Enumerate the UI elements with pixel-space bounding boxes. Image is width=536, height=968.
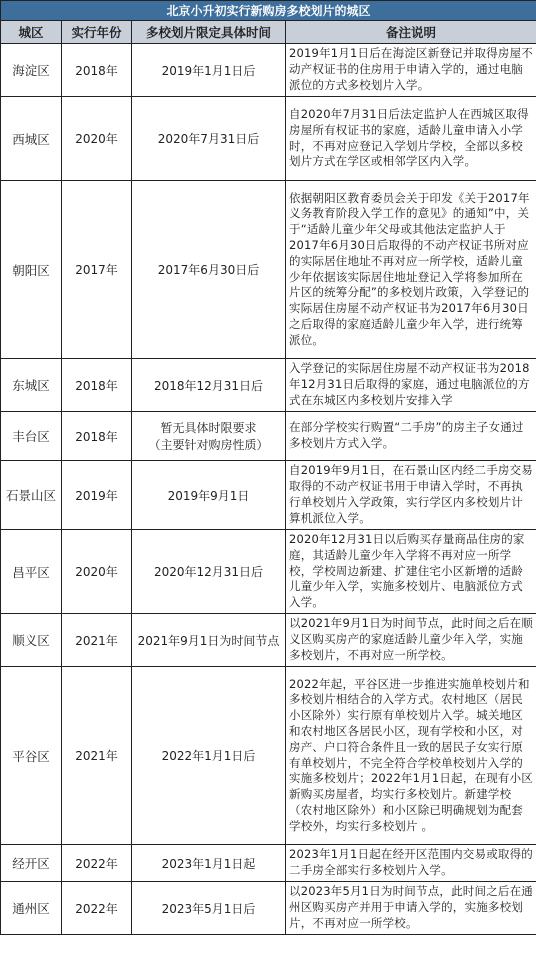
note-cell: 2022年起，平谷区进一步推进实施单校划片和多校划片相结合的入学方式。农村地区（居民小区除外）实行原有单校划片入学。城关地区和农村地区各居民小区，现有学校和小区，对房产、户口符合条件且一致的居民子女实行原有单校划片，不完全符合学校单校划片入学的实施多校划片；2022年1月1日起，在现有小区新购买房屋者，均实行多校划片。新建学校（农村地区除外）和小区除已明确规划为配套学校外，均实行多校划片 。: [286, 667, 536, 845]
note-cell: 在部分学校实行购置“二手房”的房主子女通过多校划片方式入学。: [286, 412, 536, 461]
district-cell: 石景山区: [1, 461, 62, 530]
table-row: [1, 614, 536, 667]
district-cell: 经开区: [1, 845, 62, 882]
district-cell: 通州区: [1, 882, 62, 935]
table-row: [1, 461, 536, 530]
year-cell: 2018年: [62, 44, 132, 97]
time-cell: 2023年1月1日起: [132, 845, 286, 882]
time-cell: 2018年12月31日后: [132, 359, 286, 412]
district-cell: 平谷区: [1, 667, 62, 845]
header-note: 备注说明: [286, 21, 536, 44]
year-cell: 2020年: [62, 530, 132, 614]
year-cell: 2022年: [62, 845, 132, 882]
time-cell: 2019年9月1日: [132, 461, 286, 530]
district-cell: 朝阳区: [1, 181, 62, 359]
district-cell: 海淀区: [1, 44, 62, 97]
district-cell: 顺义区: [1, 614, 62, 667]
district-cell: 西城区: [1, 97, 62, 181]
table-row: [1, 359, 536, 412]
note-cell: 2020年12月31日以后购买存量商品住房的家庭，其适龄儿童少年入学将不再对应一所学校，学校周边新建、扩建住宅小区新增的适龄儿童少年入学，实施多校划片、电脑派位方式入学。: [286, 530, 536, 614]
year-cell: 2020年: [62, 97, 132, 181]
time-cell: 2022年1月1日后: [132, 667, 286, 845]
table-row: [1, 882, 536, 935]
note-cell: 依据朝阳区教育委员会关于印发《关于2017年义务教育阶段入学工作的意见》的通知”中，关于“适龄儿童少年父母或其他法定监护人于2017年6月30日后取得的不动产权证书所对应的实际居住地址不再对应一所学校，适龄儿童少年依据该实际居住地址登记入学将参加所在片区的统筹分配”的多校划片政策，入学登记的实际居住房屋不动产权证书为2017年6月30日之后取得的家庭适龄儿童少年入学，进行统筹派位。: [286, 181, 536, 359]
time-cell: 2023年5月1日后: [132, 882, 286, 935]
year-cell: 2021年: [62, 667, 132, 845]
year-cell: 2019年: [62, 461, 132, 530]
time-cell: 2017年6月30日后: [132, 181, 286, 359]
time-cell: 2020年7月31日后: [132, 97, 286, 181]
note-cell: 入学登记的实际居住房屋不动产权证书为2018年12月31日后取得的家庭，通过电脑派位的方式在东城区内多校划片安排入学: [286, 359, 536, 412]
year-cell: 2018年: [62, 412, 132, 461]
header-time: 多校划片限定具体时间: [132, 21, 286, 44]
district-cell: 丰台区: [1, 412, 62, 461]
district-cell: 东城区: [1, 359, 62, 412]
table-row: [1, 181, 536, 359]
year-cell: 2017年: [62, 181, 132, 359]
table-row: [1, 845, 536, 882]
year-cell: 2021年: [62, 614, 132, 667]
time-cell: 2021年9月1日为时间节点: [132, 614, 286, 667]
time-cell: 2020年12月31日后: [132, 530, 286, 614]
table-row: [1, 667, 536, 845]
note-cell: 以2021年9月1日为时间节点，此时间之后在顺义区购买房产的家庭适龄儿童少年入学，实施多校划片，不再对应一所学校。: [286, 614, 536, 667]
table-row: [1, 530, 536, 614]
note-cell: 2023年1月1日起在经开区范围内交易或取得的二手房全部实行多校划片入学。: [286, 845, 536, 882]
table-row: [1, 97, 536, 181]
time-cell: 暂无具体时限要求 （主要针对购房性质）: [132, 412, 286, 461]
year-cell: 2022年: [62, 882, 132, 935]
note-cell: 以2023年5月1日为时间节点，此时间之后在通州区购买房产并用于申请入学的，实施多校划片，不再对应一所学校。: [286, 882, 536, 935]
district-cell: 昌平区: [1, 530, 62, 614]
time-cell: 2019年1月1日后: [132, 44, 286, 97]
table-row: [1, 412, 536, 461]
table-title: 北京小升初实行新购房多校划片的城区: [1, 1, 536, 21]
header-year: 实行年份: [62, 21, 132, 44]
header-district: 城区: [1, 21, 62, 44]
note-cell: 自2020年7月31日后法定监护人在西城区取得房屋所有权证书的家庭，适龄儿童申请入小学时，不再对应登记入学划片学校，全部以多校划片方式在学区或相邻学区内入学。: [286, 97, 536, 181]
year-cell: 2018年: [62, 359, 132, 412]
note-cell: 自2019年9月1日，在石景山区内经二手房交易取得的不动产权证书用于申请入学时，不再执行单校划片入学政策，实行学区内多校划片计算机派位入学。: [286, 461, 536, 530]
table-row: [1, 44, 536, 97]
note-cell: 2019年1月1日后在海淀区新登记并取得房屋不动产权证书的住房用于申请入学的，通过电脑派位的方式多校划片入学。: [286, 44, 536, 97]
